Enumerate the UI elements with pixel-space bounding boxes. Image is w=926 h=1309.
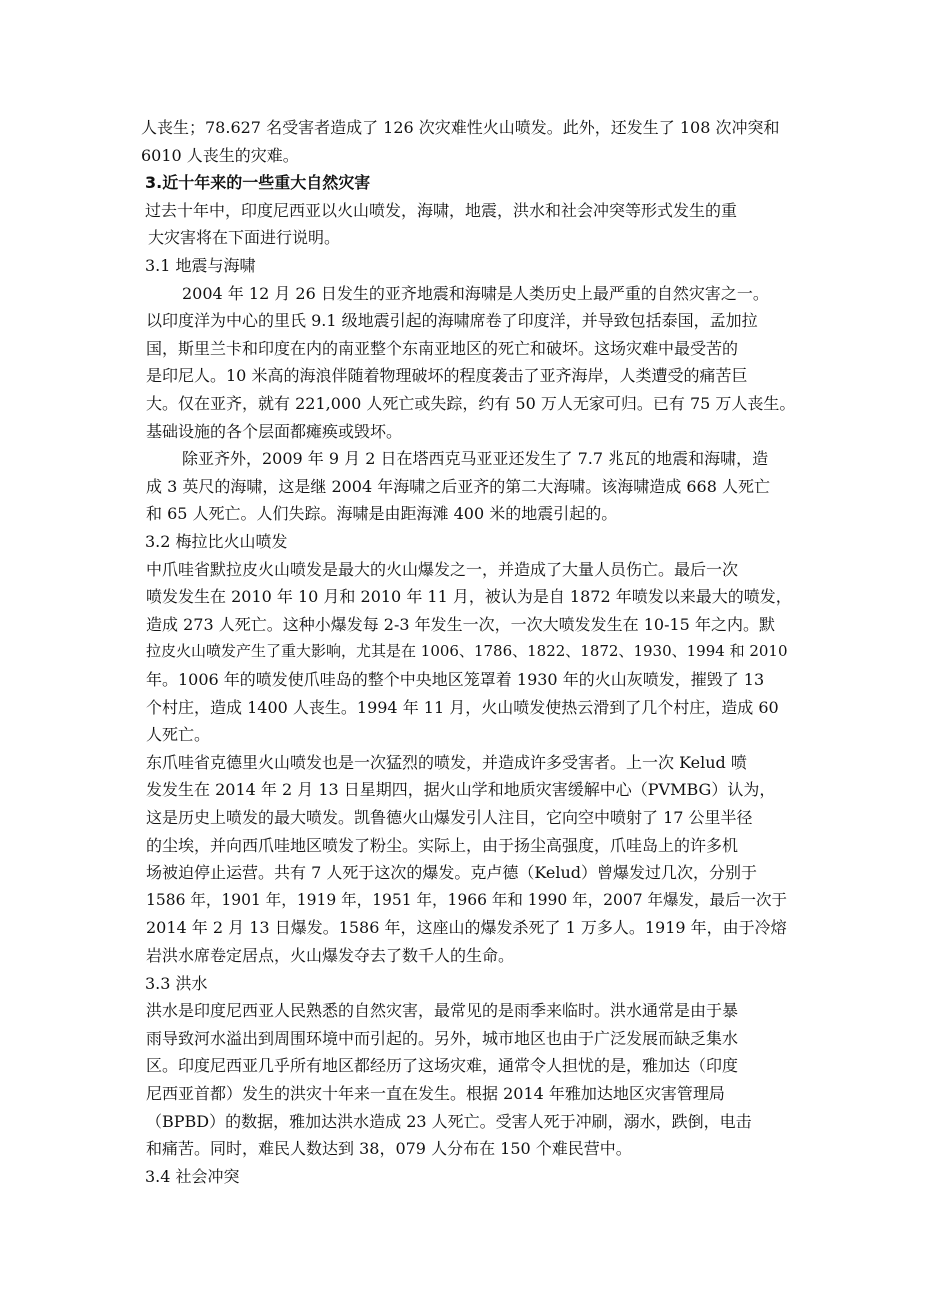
text-line: 造成 273 人死亡。这种小爆发每 2-3 年发生一次，一次大喷发发生在 10-15 年之内。默 (146, 615, 775, 634)
text-line: 是印尼人。10 米高的海浪伴随着物理破坏的程度袭击了亚齐海岸，人类遭受的痛苦巨 (146, 366, 748, 385)
subsection-heading: 3.3 洪水 (145, 974, 208, 993)
text-line: 岩洪水席卷定居点，火山爆发夺去了数千人的生命。 (146, 946, 515, 965)
subsection-heading: 3.1 地震与海啸 (145, 256, 256, 275)
text-line: （BPBD）的数据，雅加达洪水造成 23 人死亡。受害人死于冲刷，溺水，跌倒，电击 (146, 1112, 752, 1131)
text-line: 的尘埃，并向西爪哇地区喷发了粉尘。实际上，由于扬尘高强度，爪哇岛上的许多机 (146, 836, 739, 855)
text-line: 过去十年中，印度尼西亚以火山喷发，海啸，地震，洪水和社会冲突等形式发生的重 (145, 201, 738, 220)
subsection-heading: 3.2 梅拉比火山喷发 (145, 532, 288, 551)
text-line: 以印度洋为中心的里氏 9.1 级地震引起的海啸席卷了印度洋，并导致包括泰国，孟加拉 (146, 311, 758, 330)
text-line: 2004 年 12 月 26 日发生的亚齐地震和海啸是人类历史上最严重的自然灾害之一。 (182, 284, 769, 303)
text-line: 基础设施的各个层面都瘫痪或毁坏。 (146, 422, 403, 441)
text-line: 1586 年，1901 年，1919 年，1951 年，1966 年和 1990 年，2007 年爆发，最后一次于 (146, 891, 788, 909)
text-line: 大灾害将在下面进行说明。 (148, 228, 341, 247)
text-line: 大。仅在亚齐，就有 221,000 人死亡或失踪，约有 50 万人无家可归。已有 75 万人丧生。 (146, 394, 796, 413)
text-line: 人死亡。 (146, 725, 211, 744)
text-line: 除亚齐外，2009 年 9 月 2 日在塔西克马亚亚还发生了 7.7 兆瓦的地震和海啸，造 (182, 449, 769, 468)
text-line: 国，斯里兰卡和印度在内的南亚整个东南亚地区的死亡和破坏。这场灾难中最受苦的 (146, 339, 739, 358)
text-line: 喷发发生在 2010 年 10 月和 2010 年 11 月，被认为是自 1872 年喷发以来最大的喷发， (146, 587, 792, 606)
text-line: 尼西亚首都）发生的洪灾十年来一直在发生。根据 2014 年雅加达地区灾害管理局 (146, 1084, 725, 1103)
text-line: 洪水是印度尼西亚人民熟悉的自然灾害，最常见的是雨季来临时。洪水通常是由于暴 (146, 1001, 739, 1020)
text-line: 年。1006 年的喷发使爪哇岛的整个中央地区笼罩着 1930 年的火山灰喷发，摧毁了 13 (146, 670, 765, 689)
text-line: 2014 年 2 月 13 日爆发。1586 年，这座山的爆发杀死了 1 万多人。1919 年，由于冷熔 (146, 918, 787, 937)
section-heading: 3.近十年来的一些重大自然灾害 (145, 173, 371, 192)
text-line: 6010 人丧生的灾难。 (141, 146, 299, 165)
text-line: 中爪哇省默拉皮火山喷发是最大的火山爆发之一，并造成了大量人员伤亡。最后一次 (146, 560, 739, 579)
text-line: 场被迫停止运营。共有 7 人死于这次的爆发。克卢德（Kelud）曾爆发过几次，分别于 (146, 863, 758, 882)
text-line: 成 3 英尺的海啸，这是继 2004 年海啸之后亚齐的第二大海啸。该海啸造成 668 人死亡 (146, 477, 770, 496)
text-line: 个村庄，造成 1400 人丧生。1994 年 11 月，火山喷发使热云滑到了几个村庄，造成 60 (146, 698, 779, 717)
text-line: 东爪哇省克德里火山喷发也是一次猛烈的喷发，并造成许多受害者。上一次 Kelud 喷 (146, 753, 747, 772)
text-line: 和 65 人死亡。人们失踪。海啸是由距海滩 400 米的地震引起的。 (146, 504, 618, 523)
text-line: 雨导致河水溢出到周围环境中而引起的。另外，城市地区也由于广泛发展而缺乏集水 (146, 1029, 739, 1048)
text-line: 区。印度尼西亚几乎所有地区都经历了这场灾难，通常令人担忧的是，雅加达（印度 (146, 1056, 739, 1075)
text-line: 人丧生；78.627 名受害者造成了 126 次灾难性火山喷发。此外，还发生了 108 次冲突和 (141, 118, 780, 137)
text-line: 发发生在 2014 年 2 月 13 日星期四，据火山学和地质灾害缓解中心（PVMBG）认为， (146, 780, 776, 799)
text-line: 拉皮火山喷发产生了重大影响，尤其是在 1006、1786、1822、1872、1930、1994 和 2010 (146, 642, 788, 660)
subsection-heading: 3.4 社会冲突 (145, 1167, 240, 1186)
text-line: 这是历史上喷发的最大喷发。凯鲁德火山爆发引人注目，它向空中喷射了 17 公里半径 (146, 808, 753, 827)
text-line: 和痛苦。同时，难民人数达到 38，079 人分布在 150 个难民营中。 (146, 1139, 632, 1158)
